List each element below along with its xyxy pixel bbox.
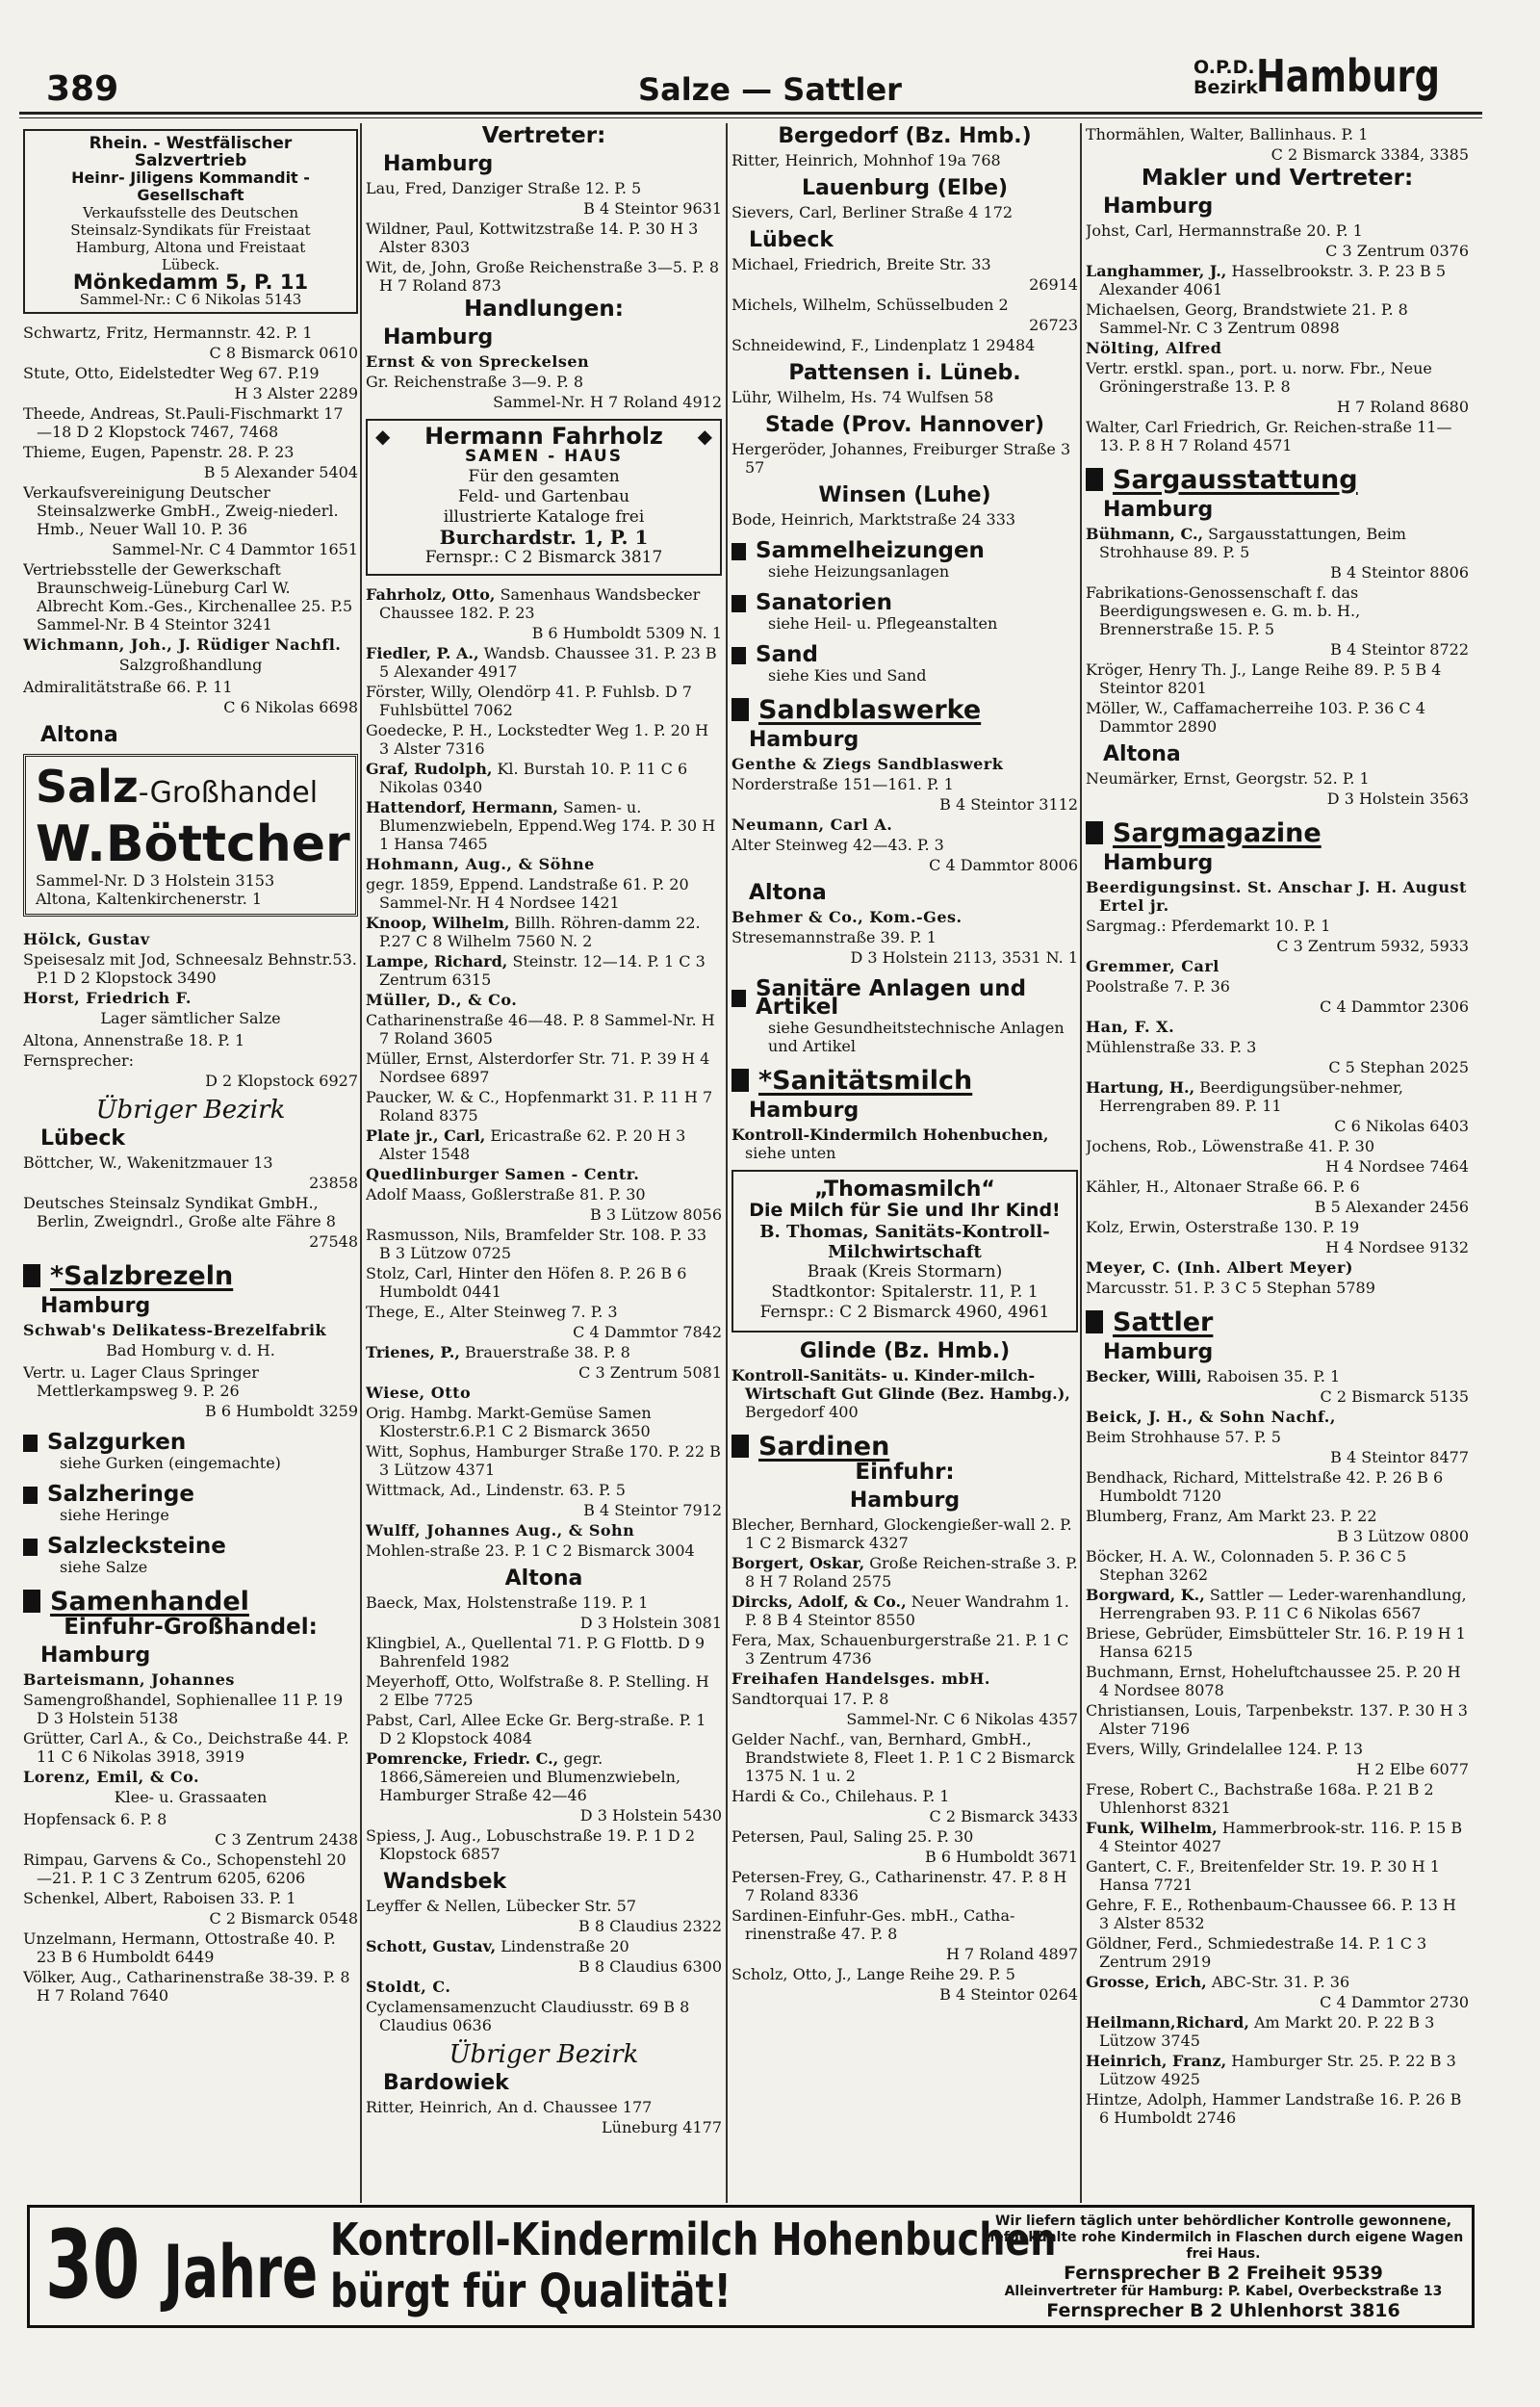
entry-phone: 27548 xyxy=(309,1232,358,1251)
city-heading: Bardowiek xyxy=(383,2071,509,2095)
see-reference: siehe Gurken (eingemachte) xyxy=(60,1454,281,1472)
entry-firm: Behmer & Co., Kom.-Ges. xyxy=(732,908,962,926)
entry-phone: B 8 Claudius 2322 xyxy=(578,1917,722,1935)
entry: Gr. Reichenstraße 3—9. P. 8 xyxy=(366,373,583,391)
entry: Förster, Willy, Olendörp 41. P. Fuhlsb. D 7 Fuhlsbüttel 7062 xyxy=(366,683,692,719)
column-divider xyxy=(360,123,362,2203)
page-number: 389 xyxy=(46,69,119,109)
entry-phone: B 4 Steintor 9631 xyxy=(583,199,722,218)
entry: Bode, Heinrich, Marktstraße 24 333 xyxy=(732,510,1016,529)
entry: Böcker, H. A. W., Colonnaden 5. P. 36 C 5 Stephan 3262 xyxy=(1086,1547,1407,1584)
section-heading: Sardinen xyxy=(732,1435,1078,1458)
entry: Fera, Max, Schauenburgerstraße 21. P. 1 C 3 Zentrum 4736 xyxy=(732,1631,1069,1668)
entry-firm: Ernst & von Spreckelsen xyxy=(366,352,590,371)
entry-phone: B 3 Lützow 0800 xyxy=(1336,1527,1469,1545)
square-bullet-icon xyxy=(732,1435,749,1458)
entry: Spiess, J. Aug., Lobuschstraße 19. P. 1 D 2 Klopstock 6857 xyxy=(366,1826,696,1863)
entry: Kolz, Erwin, Osterstraße 130. P. 19 xyxy=(1086,1218,1360,1236)
city-heading: Stade (Prov. Hannover) xyxy=(764,413,1045,437)
entry-phone: H 7 Roland 4897 xyxy=(946,1945,1078,1963)
section-heading: Salzgurken xyxy=(23,1434,358,1452)
bottom-advertisement xyxy=(27,2205,1475,2328)
city-heading: Altona xyxy=(1103,742,1181,766)
entry: Alter Steinweg 42—43. P. 3 xyxy=(732,836,944,854)
entry-phone: B 4 Steintor 8806 xyxy=(1330,563,1469,582)
entry-phone: C 3 Zentrum 5932, 5933 xyxy=(1276,937,1469,955)
subsection-heading: Vertreter: xyxy=(481,125,606,148)
entry: Theede, Andreas, St.Pauli-Fischmarkt 17—18 D 2 Klopstock 7467, 7468 xyxy=(23,404,344,441)
entry-firm: Wichmann, Joh., J. Rüdiger Nachfl. xyxy=(23,635,342,654)
entry-phone: C 2 Bismarck 0548 xyxy=(209,1909,358,1928)
entry: Schott, Gustav, Lindenstraße 20 xyxy=(366,1937,629,1955)
entry: Fernsprecher: xyxy=(23,1051,134,1070)
region-heading: Übriger Bezirk xyxy=(449,2040,639,2069)
entry-phone: Lüneburg 4177 xyxy=(602,2118,722,2136)
entry: Wildner, Paul, Kottwitzstraße 14. P. 30 H 3 Alster 8303 xyxy=(366,220,699,256)
entry: Pomrencke, Friedr. C., gegr. 1866,Sämereien und Blumenzwiebeln, Hamburger Straße 42—46 xyxy=(366,1749,681,1804)
entry-firm: Müller, D., & Co. xyxy=(366,991,518,1009)
see-reference: siehe Heringe xyxy=(60,1506,169,1524)
entry-phone: D 3 Holstein 3081 xyxy=(579,1614,722,1632)
entry-phone: B 4 Steintor 8722 xyxy=(1330,640,1469,659)
anniversary-label: 30 Jahre xyxy=(45,2211,319,2320)
entry-phone: B 6 Humboldt 3671 xyxy=(924,1848,1078,1866)
entry-firm: Nölting, Alfred xyxy=(1086,339,1222,357)
city-heading: Hamburg xyxy=(749,728,860,752)
city-heading: Bergedorf (Bz. Hmb.) xyxy=(778,125,1032,148)
square-bullet-icon xyxy=(23,1435,38,1452)
entry-phone: D 3 Holstein 2113, 3531 N. 1 xyxy=(850,948,1078,967)
entry-phone: B 4 Steintor 7912 xyxy=(583,1501,722,1519)
entry: Göldner, Ferd., Schmiedestraße 14. P. 1 C 3 Zentrum 2919 xyxy=(1086,1934,1427,1971)
square-bullet-icon xyxy=(23,1539,38,1556)
header-rule xyxy=(19,112,1482,115)
square-bullet-icon xyxy=(732,595,746,612)
entry-firm: Neumann, Carl A. xyxy=(732,815,893,834)
section-heading: Sandblaswerke xyxy=(732,698,1078,721)
city-heading: Hamburg xyxy=(383,325,494,349)
entry-phone: Sammel-Nr. C 6 Nikolas 4357 xyxy=(846,1710,1078,1728)
entry: Kröger, Henry Th. J., Lange Reihe 89. P. 5 B 4 Steintor 8201 xyxy=(1086,660,1442,697)
entry: Becker, Willi, Raboisen 35. P. 1 xyxy=(1086,1367,1341,1385)
entry-firm: Beerdigungsinst. St. Anschar J. H. August Ertel jr. xyxy=(1086,878,1467,915)
entry: Catharinenstraße 46—48. P. 8 Sammel-Nr. H 7 Roland 3605 xyxy=(366,1011,715,1048)
entry-firm: Horst, Friedrich F. xyxy=(23,989,192,1007)
entry: Hardi & Co., Chilehaus. P. 1 xyxy=(732,1787,950,1805)
entry: Beim Strohhause 57. P. 5 xyxy=(1086,1428,1281,1446)
entry: Sandtorquai 17. P. 8 xyxy=(732,1690,889,1708)
entry: Thormählen, Walter, Ballinhaus. P. 1 xyxy=(1086,125,1369,143)
entry-phone: C 3 Zentrum 0376 xyxy=(1325,242,1469,260)
entry: Walter, Carl Friedrich, Gr. Reichen-straße 11—13. P. 8 H 7 Roland 4571 xyxy=(1086,418,1452,454)
subsection-heading: Handlungen: xyxy=(464,297,624,322)
square-bullet-icon xyxy=(732,698,749,721)
square-bullet-icon xyxy=(732,647,746,664)
entry-phone: H 4 Nordsee 9132 xyxy=(1325,1238,1469,1256)
entry: Buchmann, Ernst, Hoheluftchaussee 25. P. 20 H 4 Nordsee 8078 xyxy=(1086,1663,1461,1699)
header-city: Hamburg xyxy=(1256,50,1441,102)
entry: Wittmack, Ad., Lindenstr. 63. P. 5 xyxy=(366,1481,626,1499)
diamond-icon: ◆ xyxy=(375,425,391,448)
entry-firm: Genthe & Ziegs Sandblaswerk xyxy=(732,755,1004,773)
entry: Borgert, Oskar, Große Reichen-straße 3. P. 8 H 7 Roland 2575 xyxy=(732,1554,1078,1591)
entry: Mühlenstraße 33. P. 3 xyxy=(1086,1038,1257,1056)
entry: Müller, Ernst, Alsterdorfer Str. 71. P. 39 H 4 Nordsee 6897 xyxy=(366,1049,710,1086)
entry: Möller, W., Caffamacherreihe 103. P. 36 C 4 Dammtor 2890 xyxy=(1086,699,1425,736)
city-heading: Hamburg xyxy=(383,152,494,176)
entry-phone: H 3 Alster 2289 xyxy=(234,384,358,402)
entry: Cyclamensamenzucht Claudiusstr. 69 B 8 Claudius 0636 xyxy=(366,1998,690,2034)
entry: Scholz, Otto, J., Lange Reihe 29. P. 5 xyxy=(732,1965,1015,1983)
city-heading: Altona xyxy=(504,1566,583,1591)
region-heading: Übriger Bezirk xyxy=(95,1096,286,1125)
entry: Sardinen-Einfuhr-Ges. mbH., Catha-rinenstraße 47. P. 8 xyxy=(732,1906,1015,1943)
section-heading: Sargmagazine xyxy=(1086,821,1469,844)
entry: Heinrich, Franz, Hamburger Str. 25. P. 22 B 3 Lützow 4925 xyxy=(1086,2052,1456,2088)
ad-boettcher: Salz-Großhandel W.Böttcher Sammel-Nr. D 3 Holstein 3153 Altona, Kaltenkirchenerstr. 1 xyxy=(23,754,358,917)
ad-thomasmilch: „Thomasmilch“ Die Milch für Sie und Ihr Kind! B. Thomas, Sanitäts-Kontroll-Milchwirtschaft Braak (Kreis Stormarn) Stadtkontor: Spitalerstr. 11, P. 1 Fernspr.: C 2 Bismarck 4960, 4961 xyxy=(732,1170,1078,1333)
entry: Frese, Robert C., Bachstraße 168a. P. 21 B 2 Uhlenhorst 8321 xyxy=(1086,1780,1434,1817)
entry: Stresemannstraße 39. P. 1 xyxy=(732,928,937,946)
entry-phone: D 3 Holstein 5430 xyxy=(579,1806,722,1825)
entry: Lampe, Richard, Steinstr. 12—14. P. 1 C 3 Zentrum 6315 xyxy=(366,952,706,989)
section-heading: Sand xyxy=(732,646,1078,664)
entry: Schneidewind, F., Lindenplatz 1 29484 xyxy=(732,336,1036,354)
city-heading: Lauenburg (Elbe) xyxy=(801,176,1009,200)
entry: Bendhack, Richard, Mittelstraße 42. P. 26 B 6 Humboldt 7120 xyxy=(1086,1468,1444,1505)
square-bullet-icon xyxy=(23,1264,40,1287)
section-heading: Sattler xyxy=(1086,1310,1469,1333)
entry: Sargmag.: Pferdemarkt 10. P. 1 xyxy=(1086,917,1331,935)
page-title: Salze — Sattler xyxy=(638,71,902,108)
entry: Witt, Sophus, Hamburger Straße 170. P. 22 B 3 Lützow 4371 xyxy=(366,1442,721,1479)
entry-phone: C 2 Bismarck 3433 xyxy=(929,1807,1078,1825)
section-heading: Sargausstattung xyxy=(1086,468,1469,491)
entry: Marcusstr. 51. P. 3 C 5 Stephan 5789 xyxy=(1086,1279,1375,1297)
entry: Paucker, W. & C., Hopfenmarkt 31. P. 11 H 7 Roland 8375 xyxy=(366,1088,713,1125)
column-2 xyxy=(366,125,722,2195)
entry: Deutsches Steinsalz Syndikat GmbH., Berlin, Zweigndrl., Große alte Fähre 8 xyxy=(23,1194,336,1230)
entry-phone: B 4 Steintor 0264 xyxy=(939,1985,1078,2004)
square-bullet-icon xyxy=(1086,468,1103,491)
city-heading: Winsen (Luhe) xyxy=(818,483,991,507)
entry: Petersen-Frey, G., Catharinenstr. 47. P. 8 H 7 Roland 8336 xyxy=(732,1868,1067,1904)
entry: Stolz, Carl, Hinter den Höfen 8. P. 26 B 6 Humboldt 0441 xyxy=(366,1264,687,1301)
ad-headline: Kontroll-Kindermilch Hohenbuchen xyxy=(330,2213,1057,2265)
entry: Rimpau, Garvens & Co., Schopenstehl 20—21. P. 1 C 3 Zentrum 6205, 6206 xyxy=(23,1851,346,1887)
entry: Michaelsen, Georg, Brandstwiete 21. P. 8 Sammel-Nr. C 3 Zentrum 0898 xyxy=(1086,300,1408,337)
entry: Trienes, P., Brauerstraße 38. P. 8 xyxy=(366,1343,630,1361)
square-bullet-icon xyxy=(1086,1310,1103,1333)
entry-phone: B 5 Alexander 2456 xyxy=(1314,1198,1469,1216)
entry: Pabst, Carl, Allee Ecke Gr. Berg-straße. P. 1 D 2 Klopstock 4084 xyxy=(366,1711,706,1747)
entry: Fiedler, P. A., Wandsb. Chaussee 31. P. 23 B 5 Alexander 4917 xyxy=(366,644,717,681)
entry-phone: C 4 Dammtor 8006 xyxy=(929,856,1078,874)
square-bullet-icon xyxy=(1086,821,1103,844)
entry-phone: B 6 Humboldt 3259 xyxy=(204,1402,358,1420)
entry: Lühr, Wilhelm, Hs. 74 Wulfsen 58 xyxy=(732,388,994,406)
section-heading: Sanitäre Anlagen und Artikel xyxy=(732,980,1078,1017)
entry: Leyffer & Nellen, Lübecker Str. 57 xyxy=(366,1897,636,1915)
entry: Altona, Annenstraße 18. P. 1 xyxy=(23,1031,245,1049)
entry: Adolf Maass, Goßlerstraße 81. P. 30 xyxy=(366,1185,646,1204)
column-1 xyxy=(23,125,358,2195)
entry: Michels, Wilhelm, Schüsselbuden 2 xyxy=(732,296,1009,314)
entry: Petersen, Paul, Saling 25. P. 30 xyxy=(732,1827,974,1846)
entry: Grosse, Erich, ABC-Str. 31. P. 36 xyxy=(1086,1973,1350,1991)
city-heading: Wandsbek xyxy=(383,1870,507,1894)
entry: Unzelmann, Hermann, Ottostraße 40. P. 23 B 6 Humboldt 6449 xyxy=(23,1929,336,1966)
square-bullet-icon xyxy=(23,1590,40,1613)
entry: Vertriebsstelle der Gewerkschaft Braunschweig-Lüneburg Carl W. Albrecht Kom.-Ges., Kirchenallee 25. P.5 Sammel-Nr. B 4 Steintor 3241 xyxy=(23,560,353,634)
entry: Vertr. u. Lager Claus Springer Mettlerkampsweg 9. P. 26 xyxy=(23,1363,259,1400)
entry-phone: B 6 Humboldt 5309 N. 1 xyxy=(531,624,722,642)
entry-phone: D 3 Holstein 3563 xyxy=(1326,789,1469,808)
entry: Wit, de, John, Große Reichenstraße 3—5. P. 8 H 7 Roland 873 xyxy=(366,258,720,295)
city-heading: Hamburg xyxy=(1103,194,1214,219)
entry: Hergeröder, Johannes, Freiburger Straße 3 57 xyxy=(732,440,1071,477)
section-heading: Salzlecksteine xyxy=(23,1538,358,1556)
entry-phone: Sammel-Nr. C 4 Dammtor 1651 xyxy=(112,540,358,558)
entry-firm: Beick, J. H., & Sohn Nachf., xyxy=(1086,1408,1336,1426)
entry: Orig. Hambg. Markt-Gemüse Samen Klosterstr.6.P.1 C 2 Bismarck 3650 xyxy=(366,1404,652,1440)
entry: Plate jr., Carl, Ericastraße 62. P. 20 H 3 Alster 1548 xyxy=(366,1126,686,1163)
subsection-heading: Makler und Vertreter: xyxy=(1141,166,1414,191)
entry: Heilmann,Richard, Am Markt 20. P. 22 B 3 Lützow 3745 xyxy=(1086,2013,1435,2050)
diamond-icon: ◆ xyxy=(697,425,712,448)
entry-firm: Hölck, Gustav xyxy=(23,930,150,948)
square-bullet-icon xyxy=(23,1487,38,1504)
entry-firm: Schwab's Delikatess-Brezelfabrik xyxy=(23,1321,327,1339)
section-heading: *Salzbrezeln xyxy=(23,1264,358,1287)
entry-firm: Barteismann, Johannes xyxy=(23,1670,235,1689)
city-heading: Lübeck xyxy=(749,228,834,252)
ad-salzvertrieb: Rhein. - Westfälischer Salzvertrieb Heinr- Jiligens Kommandit - Gesellschaft Verkaufsstelle des Deutschen Steinsalz-Syndikats für Freistaat Hamburg, Altona und Freistaat Lübeck. Mönkedamm 5, P. 11 Sammel-Nr.: C 6 Nikolas 5143 xyxy=(23,129,358,314)
section-heading: Sanatorien xyxy=(732,594,1078,612)
entry-firm: Wiese, Otto xyxy=(366,1384,472,1402)
entry: Völker, Aug., Catharinenstraße 38-39. P. 8 H 7 Roland 7640 xyxy=(23,1968,350,2005)
see-reference: siehe Heil- u. Pflegeanstalten xyxy=(768,614,998,633)
city-heading: Altona xyxy=(40,723,118,747)
section-heading: Samenhandel xyxy=(23,1590,358,1613)
column-divider xyxy=(1080,123,1082,2203)
entry: Lau, Fred, Danziger Straße 12. P. 5 xyxy=(366,179,642,197)
entry-phone: C 4 Dammtor 7842 xyxy=(573,1323,722,1341)
entry: Admiralitätstraße 66. P. 11 xyxy=(23,678,233,696)
square-bullet-icon xyxy=(732,543,746,560)
city-heading: Hamburg xyxy=(1103,1340,1214,1364)
ad-details: Wir liefern täglich unter behördlicher Kontrolle gewonnene, tiefgekühlte rohe Kindermilch in Flaschen durch eigene Wagen frei Haus. Fernsprecher B 2 Freiheit 9539 Alleinvertreter für Hamburg: P. Kabel, Overbeckstraße 13 Fernsprecher B 2 Uhlenhorst 3816 xyxy=(983,2213,1464,2321)
ad-slogan: bürgt für Qualität! xyxy=(330,2265,732,2318)
entry: Poolstraße 7. P. 36 xyxy=(1086,977,1230,996)
entry-firm: Han, F. X. xyxy=(1086,1018,1175,1036)
entry: Gehre, F. E., Rothenbaum-Chaussee 66. P. 13 H 3 Alster 8532 xyxy=(1086,1896,1456,1932)
entry: Ritter, Heinrich, An d. Chaussee 177 xyxy=(366,2098,653,2116)
see-reference: siehe Salze xyxy=(60,1558,148,1576)
square-bullet-icon xyxy=(732,1069,749,1092)
subsection-heading: Einfuhr: xyxy=(855,1460,955,1485)
entry: Thege, E., Alter Steinweg 7. P. 3 xyxy=(366,1303,618,1321)
section-heading: *Sanitätsmilch xyxy=(732,1069,1078,1092)
entry: Graf, Rudolph, Kl. Burstah 10. P. 11 C 6 Nikolas 0340 xyxy=(366,760,688,796)
entry: Schenkel, Albert, Raboisen 33. P. 1 xyxy=(23,1889,296,1907)
entry-phone: C 6 Nikolas 6698 xyxy=(223,698,358,716)
column-3 xyxy=(732,125,1078,2195)
entry: Vertr. erstkl. span., port. u. norw. Fbr., Neue Gröningerstraße 13. P. 8 xyxy=(1086,359,1432,396)
entry: Hopfensack 6. P. 8 xyxy=(23,1810,167,1828)
see-reference: siehe Heizungsanlagen xyxy=(768,562,950,581)
entry-phone: B 3 Lützow 8056 xyxy=(589,1205,722,1224)
entry: Stute, Otto, Eidelstedter Weg 67. P.19 xyxy=(23,364,320,382)
entry: Norderstraße 151—161. P. 1 xyxy=(732,775,954,793)
entry: Mohlen-straße 23. P. 1 C 2 Bismarck 3004 xyxy=(366,1541,695,1560)
entry-phone: H 7 Roland 8680 xyxy=(1337,398,1469,416)
city-heading: Hamburg xyxy=(849,1488,961,1513)
entry: Kähler, H., Altonaer Straße 66. P. 6 xyxy=(1086,1178,1360,1196)
entry: Verkaufsvereinigung Deutscher Steinsalzwerke GmbH., Zweig-niederl. Hmb., Neuer Wall 10. P. 36 xyxy=(23,483,339,538)
entry: Evers, Willy, Grindelallee 124. P. 13 xyxy=(1086,1740,1364,1758)
entry-firm: Quedlinburger Samen - Centr. xyxy=(366,1165,640,1183)
entry-phone: 23858 xyxy=(309,1174,358,1192)
subsection-heading: Einfuhr-Großhandel: xyxy=(64,1615,318,1640)
city-heading: Hamburg xyxy=(749,1099,860,1123)
entry-phone: C 8 Bismarck 0610 xyxy=(209,344,358,362)
square-bullet-icon xyxy=(732,990,746,1007)
entry: Kontroll-Sanitäts- u. Kinder-milch-Wirtschaft Gut Glinde (Bez. Hambg.), Bergedorf 400 xyxy=(732,1366,1070,1421)
entry-phone: C 5 Stephan 2025 xyxy=(1328,1058,1469,1076)
entry: Grütter, Carl A., & Co., Deichstraße 44. P. 11 C 6 Nikolas 3918, 3919 xyxy=(23,1729,349,1766)
entry: Böttcher, W., Wakenitzmauer 13 xyxy=(23,1153,273,1172)
header-rule-thin xyxy=(19,117,1482,118)
entry: Fabrikations-Genossenschaft f. das Beerdigungswesen e. G. m. b. H., Brennerstraße 15. P. 5 xyxy=(1086,583,1361,638)
entry: Christiansen, Louis, Tarpenbekstr. 137. P. 30 H 3 Alster 7196 xyxy=(1086,1701,1468,1738)
entry-phone: H 4 Nordsee 7464 xyxy=(1325,1157,1469,1176)
entry: Speisesalz mit Jod, Schneesalz Behnstr.53. P.1 D 2 Klopstock 3490 xyxy=(23,950,357,987)
see-reference: siehe Kies und Sand xyxy=(768,666,927,685)
entry-text: Klee- u. Grassaaten xyxy=(114,1788,268,1806)
entry: Hartung, H., Beerdigungsüber-nehmer, Herrengraben 89. P. 11 xyxy=(1086,1078,1404,1115)
entry: Thieme, Eugen, Papenstr. 28. P. 23 xyxy=(23,443,295,461)
entry-phone: C 2 Bismarck 5135 xyxy=(1320,1387,1469,1406)
entry: Briese, Gebrüder, Eimsbütteler Str. 16. P. 19 H 1 Hansa 6215 xyxy=(1086,1624,1466,1661)
ad-fahrholz: ◆ ◆ Hermann Fahrholz SAMEN - HAUS Für den gesamten Feld- und Gartenbau illustrierte Kataloge frei Burchardstr. 1, P. 1 Fernspr.: C 2 Bismarck 3817 xyxy=(366,419,722,576)
entry-phone: B 4 Steintor 8477 xyxy=(1330,1448,1469,1466)
see-reference: siehe Gesundheitstechnische Anlagen und Artikel xyxy=(768,1019,1065,1055)
entry: Samengroßhandel, Sophienallee 11 P. 19 D 3 Holstein 5138 xyxy=(23,1691,344,1727)
entry: Gantert, C. F., Breitenfelder Str. 19. P. 30 H 1 Hansa 7721 xyxy=(1086,1857,1440,1894)
entry-phone: H 2 Elbe 6077 xyxy=(1356,1760,1469,1778)
city-heading: Glinde (Bz. Hmb.) xyxy=(799,1339,1011,1363)
entry: Funk, Wilhelm, Hammerbrook-str. 116. P. 15 B 4 Steintor 4027 xyxy=(1086,1819,1463,1855)
entry-phone: Sammel-Nr. H 7 Roland 4912 xyxy=(493,393,722,411)
entry-phone: C 2 Bismarck 3384, 3385 xyxy=(1270,145,1469,164)
entry-phone: D 2 Klopstock 6927 xyxy=(205,1072,358,1090)
entry: Sievers, Carl, Berliner Straße 4 172 xyxy=(732,203,1014,221)
entry: Baeck, Max, Holstenstraße 119. P. 1 xyxy=(366,1593,649,1612)
city-heading: Altona xyxy=(749,881,827,905)
section-heading: Salzheringe xyxy=(23,1486,358,1504)
city-heading: Hamburg xyxy=(1103,498,1214,522)
entry: Jochens, Rob., Löwenstraße 41. P. 30 xyxy=(1086,1137,1375,1155)
entry: Kontroll-Kindermilch Hohenbuchen, siehe unten xyxy=(732,1126,1049,1162)
entry: Johst, Carl, Hermannstraße 20. P. 1 xyxy=(1086,221,1363,240)
entry: Hintze, Adolph, Hammer Landstraße 16. P. 26 B 6 Humboldt 2746 xyxy=(1086,2090,1462,2127)
entry: Langhammer, J., Hasselbrookstr. 3. P. 23 B 5 Alexander 4061 xyxy=(1086,262,1447,298)
entry-phone: B 8 Claudius 6300 xyxy=(578,1957,722,1976)
entry: Goedecke, P. H., Lockstedter Weg 1. P. 20 H 3 Alster 7316 xyxy=(366,721,709,758)
column-divider xyxy=(726,123,728,2203)
entry: Knoop, Wilhelm, Billh. Röhren-damm 22. P.27 C 8 Wilhelm 7560 N. 2 xyxy=(366,914,701,950)
city-heading: Hamburg xyxy=(1103,851,1214,875)
column-4 xyxy=(1086,125,1469,2195)
entry: gegr. 1859, Eppend. Landstraße 61. P. 20 Sammel-Nr. H 4 Nordsee 1421 xyxy=(366,875,689,912)
entry: Borgward, K., Sattler — Leder-warenhandlung, Herrengraben 93. P. 11 C 6 Nikolas 6567 xyxy=(1086,1586,1467,1622)
entry: Blumberg, Franz, Am Markt 23. P. 22 xyxy=(1086,1507,1377,1525)
entry-text: Bad Homburg v. d. H. xyxy=(106,1341,275,1359)
entry-phone: B 5 Alexander 5404 xyxy=(203,463,358,481)
entry: Blecher, Bernhard, Glockengießer-wall 2. P. 1 C 2 Bismarck 4327 xyxy=(732,1515,1072,1552)
entry-text: Lager sämtlicher Salze xyxy=(100,1009,281,1027)
entry-phone: B 4 Steintor 3112 xyxy=(939,795,1078,814)
entry-phone: C 4 Dammtor 2306 xyxy=(1320,997,1469,1016)
entry-phone: C 6 Nikolas 6403 xyxy=(1334,1117,1469,1135)
entry-phone: C 3 Zentrum 2438 xyxy=(215,1830,358,1849)
entry: Rasmusson, Nils, Bramfelder Str. 108. P. 33 B 3 Lützow 0725 xyxy=(366,1226,707,1262)
entry: Dircks, Adolf, & Co., Neuer Wandrahm 1. P. 8 B 4 Steintor 8550 xyxy=(732,1592,1069,1629)
entry-firm: Meyer, C. (Inh. Albert Meyer) xyxy=(1086,1258,1353,1277)
entry: Bühmann, C., Sargausstattungen, Beim Strohhause 89. P. 5 xyxy=(1086,525,1406,561)
entry: Fahrholz, Otto, Samenhaus Wandsbecker Chaussee 182. P. 23 xyxy=(366,585,701,622)
entry: Ritter, Heinrich, Mohnhof 19a 768 xyxy=(732,151,1001,169)
entry-phone: 26914 xyxy=(1029,275,1078,294)
entry-text: Salzgroßhandlung xyxy=(118,656,263,674)
entry: Schwartz, Fritz, Hermannstr. 42. P. 1 xyxy=(23,324,313,342)
entry: Michael, Friedrich, Breite Str. 33 xyxy=(732,255,991,273)
entry-phone: C 4 Dammtor 2730 xyxy=(1320,1993,1469,2011)
entry: Meyerhoff, Otto, Wolfstraße 8. P. Stelling. H 2 Elbe 7725 xyxy=(366,1672,709,1709)
city-heading: Hamburg xyxy=(40,1643,151,1668)
entry: Klingbiel, A., Quellental 71. P. G Flottb. D 9 Bahrenfeld 1982 xyxy=(366,1634,706,1670)
entry-phone: 26723 xyxy=(1029,316,1078,334)
entry-firm: Stoldt, C. xyxy=(366,1978,451,1996)
entry-firm: Hohmann, Aug., & Söhne xyxy=(366,855,595,873)
entry: Hattendorf, Hermann, Samen- u. Blumenzwiebeln, Eppend.Weg 174. P. 30 H 1 Hansa 7465 xyxy=(366,798,716,853)
entry-firm: Wulff, Johannes Aug., & Sohn xyxy=(366,1521,635,1540)
section-heading: Sammelheizungen xyxy=(732,542,1078,560)
entry: Neumärker, Ernst, Georgstr. 52. P. 1 xyxy=(1086,769,1370,788)
city-heading: Lübeck xyxy=(40,1126,126,1151)
city-heading: Hamburg xyxy=(40,1294,151,1318)
city-heading: Pattensen i. Lüneb. xyxy=(788,361,1021,385)
entry-firm: Freihafen Handelsges. mbH. xyxy=(732,1669,990,1688)
opd-label: O.P.D. Bezirk xyxy=(1194,57,1258,98)
entry-phone: C 3 Zentrum 5081 xyxy=(578,1363,722,1382)
entry-firm: Gremmer, Carl xyxy=(1086,957,1219,975)
entry: Gelder Nachf., van, Bernhard, GmbH., Brandstwiete 8, Fleet 1. P. 1 C 2 Bismarck 1375 N. 1 u. 2 xyxy=(732,1730,1075,1785)
entry-firm: Lorenz, Emil, & Co. xyxy=(23,1768,200,1786)
